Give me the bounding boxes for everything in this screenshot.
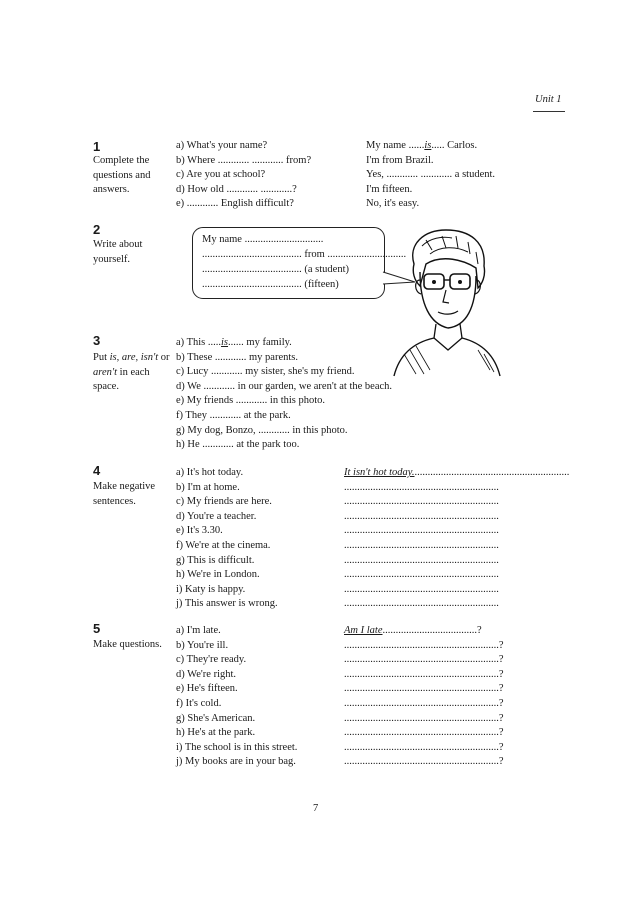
statement-f: f) It's cold. xyxy=(176,697,222,709)
sentence-h: h) He ............ at the park too. xyxy=(176,439,300,451)
statement-c: c) They're ready. xyxy=(176,654,247,666)
statement-h: h) He's at the park. xyxy=(176,727,256,739)
exercise-1-questions xyxy=(176,139,311,212)
question-b: b) Where ............ ............ from? xyxy=(176,154,312,166)
exercise-2-number: 2 xyxy=(93,222,101,237)
statement-i: i) The school is in this street. xyxy=(176,741,298,753)
unit-label: Unit 1 xyxy=(535,94,562,105)
negative-g: g) This is difficult. xyxy=(176,554,255,566)
exercise-5-answers xyxy=(344,624,538,770)
example-handwritten-is: is xyxy=(221,337,229,348)
unit-underline xyxy=(533,111,565,112)
sentence-d: d) We ............ in our garden, we aren't at the beach. xyxy=(176,380,393,392)
answer-d: I'm fifteen. xyxy=(366,183,413,195)
bubble-line-1: My name .............................. xyxy=(202,234,324,245)
question-c: c) Are you at school? xyxy=(176,169,266,181)
statement-e: e) He's fifteen. xyxy=(176,683,238,695)
answer-line-f[interactable]: ........................................................... xyxy=(344,539,499,551)
page-number: 7 xyxy=(313,803,319,814)
boy-portrait-illustration xyxy=(386,224,506,384)
answer-line-c[interactable]: ........................................................... xyxy=(344,496,499,508)
question-line-b[interactable]: ...........................................................? xyxy=(344,639,504,651)
negative-a: a) It's hot today. xyxy=(176,467,244,478)
answer-line-d[interactable]: ........................................................... xyxy=(344,510,499,522)
sentence-c: c) Lucy ............ my sister, she's my friend. xyxy=(176,366,355,378)
answer-c: Yes, ............ ............ a student. xyxy=(366,169,496,181)
question-line-c[interactable]: ...........................................................? xyxy=(344,654,504,666)
question-line-i[interactable]: ...........................................................? xyxy=(344,741,504,753)
question-line-a: Am I late....................................? xyxy=(344,625,482,636)
answer-line-i[interactable]: ........................................................... xyxy=(344,583,499,595)
sentence-a: a) This .....is...... my family. xyxy=(176,337,292,348)
answer-b: I'm from Brazil. xyxy=(366,154,434,166)
answer-line-g[interactable]: ........................................................... xyxy=(344,554,499,566)
statement-a: a) I'm late. xyxy=(176,625,221,636)
sentence-e: e) My friends ............ in this photo. xyxy=(176,395,326,407)
example-answer: It isn't hot today. xyxy=(344,467,415,478)
exercise-5-instruction: Make questions. xyxy=(93,639,162,650)
exercise-5-sentences xyxy=(176,624,297,770)
speech-bubble xyxy=(192,227,407,299)
answer-a: My name ......is..... Carlos. xyxy=(366,140,478,151)
negative-j: j) This answer is wrong. xyxy=(176,598,278,610)
bubble-line-4: ...................................... (fifteen) xyxy=(202,279,339,290)
question-line-e[interactable]: ...........................................................? xyxy=(344,683,504,695)
exercise-4-number: 4 xyxy=(93,463,101,478)
answer-line-b[interactable]: ........................................................... xyxy=(344,481,499,493)
question-e: e) ............ English difficult? xyxy=(176,198,294,210)
exercise-4-answers xyxy=(344,466,570,612)
question-d: d) How old ............ ............? xyxy=(176,183,297,195)
exercise-1-number: 1 xyxy=(93,139,101,154)
answer-e: No, it's easy. xyxy=(366,198,420,210)
exercise-4-sentences xyxy=(176,466,278,612)
bubble-line-2: ...................................... from .............................. xyxy=(202,249,407,260)
question-line-j[interactable]: ...........................................................? xyxy=(344,756,504,768)
negative-e: e) It's 3.30. xyxy=(176,525,223,537)
negative-b: b) I'm at home. xyxy=(176,481,240,493)
answer-line-e[interactable]: ........................................................... xyxy=(344,525,499,537)
example-question: Am I late xyxy=(344,625,383,636)
exercise-1-answers xyxy=(366,139,495,212)
exercise-3-lines xyxy=(176,336,392,453)
sentence-b: b) These ............ my parents. xyxy=(176,351,298,363)
answer-line-j[interactable]: ........................................................... xyxy=(344,598,499,610)
exercise-1-instruction: Complete the questions and answers. xyxy=(93,155,151,196)
sentence-f: f) They ............ at the park. xyxy=(176,409,291,421)
statement-g: g) She's American. xyxy=(176,712,256,724)
negative-i: i) Katy is happy. xyxy=(176,583,246,595)
exercise-4-instruction: Make negative sentences. xyxy=(93,481,156,507)
question-line-f[interactable]: ...........................................................? xyxy=(344,697,504,709)
answer-line-h[interactable]: ........................................................... xyxy=(344,569,499,581)
answer-line-a: It isn't hot today............................................................ xyxy=(344,467,570,478)
exercise-5-number: 5 xyxy=(93,621,101,636)
sentence-g: g) My dog, Bonzo, ............ in this photo. xyxy=(176,424,348,436)
negative-c: c) My friends are here. xyxy=(176,496,272,508)
statement-d: d) We're right. xyxy=(176,668,237,680)
bubble-line-3: ...................................... (a student) xyxy=(202,264,349,275)
exercise-3-instruction: Put is, are, isn't or aren't in each space. xyxy=(93,352,170,393)
example-handwritten-is: is xyxy=(424,140,432,151)
negative-f: f) We're at the cinema. xyxy=(176,539,271,551)
statement-j: j) My books are in your bag. xyxy=(176,756,296,768)
negative-d: d) You're a teacher. xyxy=(176,510,257,522)
exercise-3-number: 3 xyxy=(93,333,101,348)
negative-h: h) We're in London. xyxy=(176,569,260,581)
statement-b: b) You're ill. xyxy=(176,639,229,651)
exercise-2-instruction: Write about yourself. xyxy=(93,239,143,265)
question-a: a) What's your name? xyxy=(176,140,268,151)
question-line-h[interactable]: ...........................................................? xyxy=(344,727,504,739)
question-line-g[interactable]: ...........................................................? xyxy=(344,712,504,724)
question-line-d[interactable]: ...........................................................? xyxy=(344,668,504,680)
